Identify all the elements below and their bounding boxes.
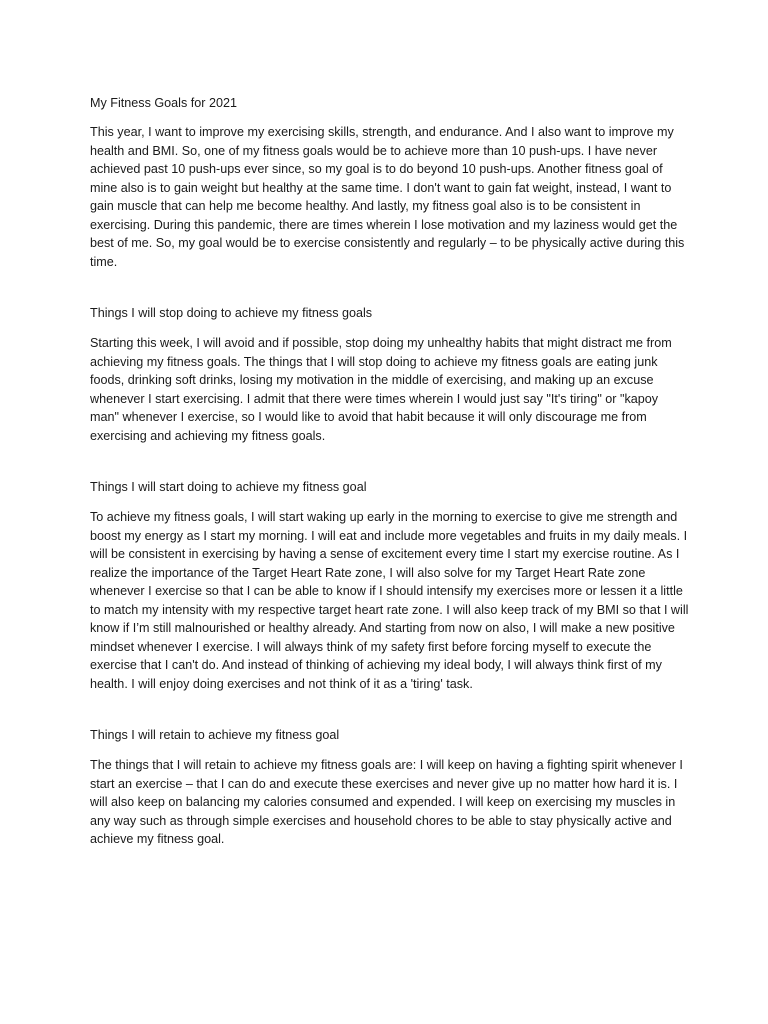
section-body-stop: Starting this week, I will avoid and if possible, stop doing my unhealthy habits that might distract me from achieving my fitness goals. The things that I will stop doing to achieve my fitness goals are eating junk foods, drinking soft drinks, losing my motivation in the middle of exercising, and making up an excuse whenever I start exercising. I admit that there were times wherein I would just say "It's tiring" or "kapoy man" whenever I exercise, so I would like to avoid that habit because it will only discourage me from exercising and achieving my fitness goals. <box>90 336 672 443</box>
intro-paragraph: This year, I want to improve my exercising skills, strength, and endurance. And I also want to improve my health and BMI. So, one of my fitness goals would be to achieve more than 10 push-ups. I have never achieved past 10 push-ups ever since, so my goal is to do beyond 10 push-ups. Another fitness goal of mine also is to gain weight but healthy at the same time. I don't want to gain fat weight, instead, I want to gain muscle that can help me become healthy. And lastly, my fitness goal also is to be consistent in exercising. During this pandemic, there are times wherein I lose motivation and my laziness would get the best of me. So, my goal would be to exercise consistently and regularly – to be physically active during this time. <box>90 125 685 269</box>
section-body-retain: The things that I will retain to achieve my fitness goals are: I will keep on having a fighting spirit whenever I start an exercise – that I can do and execute these exercises and never give up no matter how hard it is. I will also keep on balancing my calories consumed and expended. I will keep on exercising my muscles in any way such as through simple exercises and household chores to be able to stay physically active and achieve my fitness goal. <box>90 758 683 846</box>
section-body-start: To achieve my fitness goals, I will start waking up early in the morning to exercise to give me strength and boost my energy as I start my morning. I will eat and include more vegetables and fruits in my daily meals. I will be consistent in exercising by having a sense of excitement every time I start my exercise routine. As I realize the importance of the Target Heart Rate zone, I will also solve for my Target Heart Rate zone whenever I exercise so that I can be able to know if I should intensify my exercises more or lessen it a little to match my intensity with my respective target heart rate zone. I will also keep track of my BMI so that I will know if I’m still malnourished or healthy already. And starting from now on also, I will make a new positive mindset whenever I exercise. I will always think of my safety first before forcing myself to execute the exercise that I can't do. And instead of thinking of achieving my ideal body, I will always think first of my health. I will enjoy doing exercises and not think of it as a 'tiring' task. <box>90 510 689 691</box>
section-heading-start: Things I will start doing to achieve my fitness goal <box>90 480 367 494</box>
section-heading-retain: Things I will retain to achieve my fitness goal <box>90 728 340 742</box>
section-spacer <box>90 445 690 478</box>
document-page <box>90 94 690 849</box>
section-spacer <box>90 693 690 726</box>
section-heading-stop: Things I will stop doing to achieve my fitness goals <box>90 306 373 320</box>
document-title: My Fitness Goals for 2021 <box>90 96 237 110</box>
section-spacer <box>90 271 690 304</box>
